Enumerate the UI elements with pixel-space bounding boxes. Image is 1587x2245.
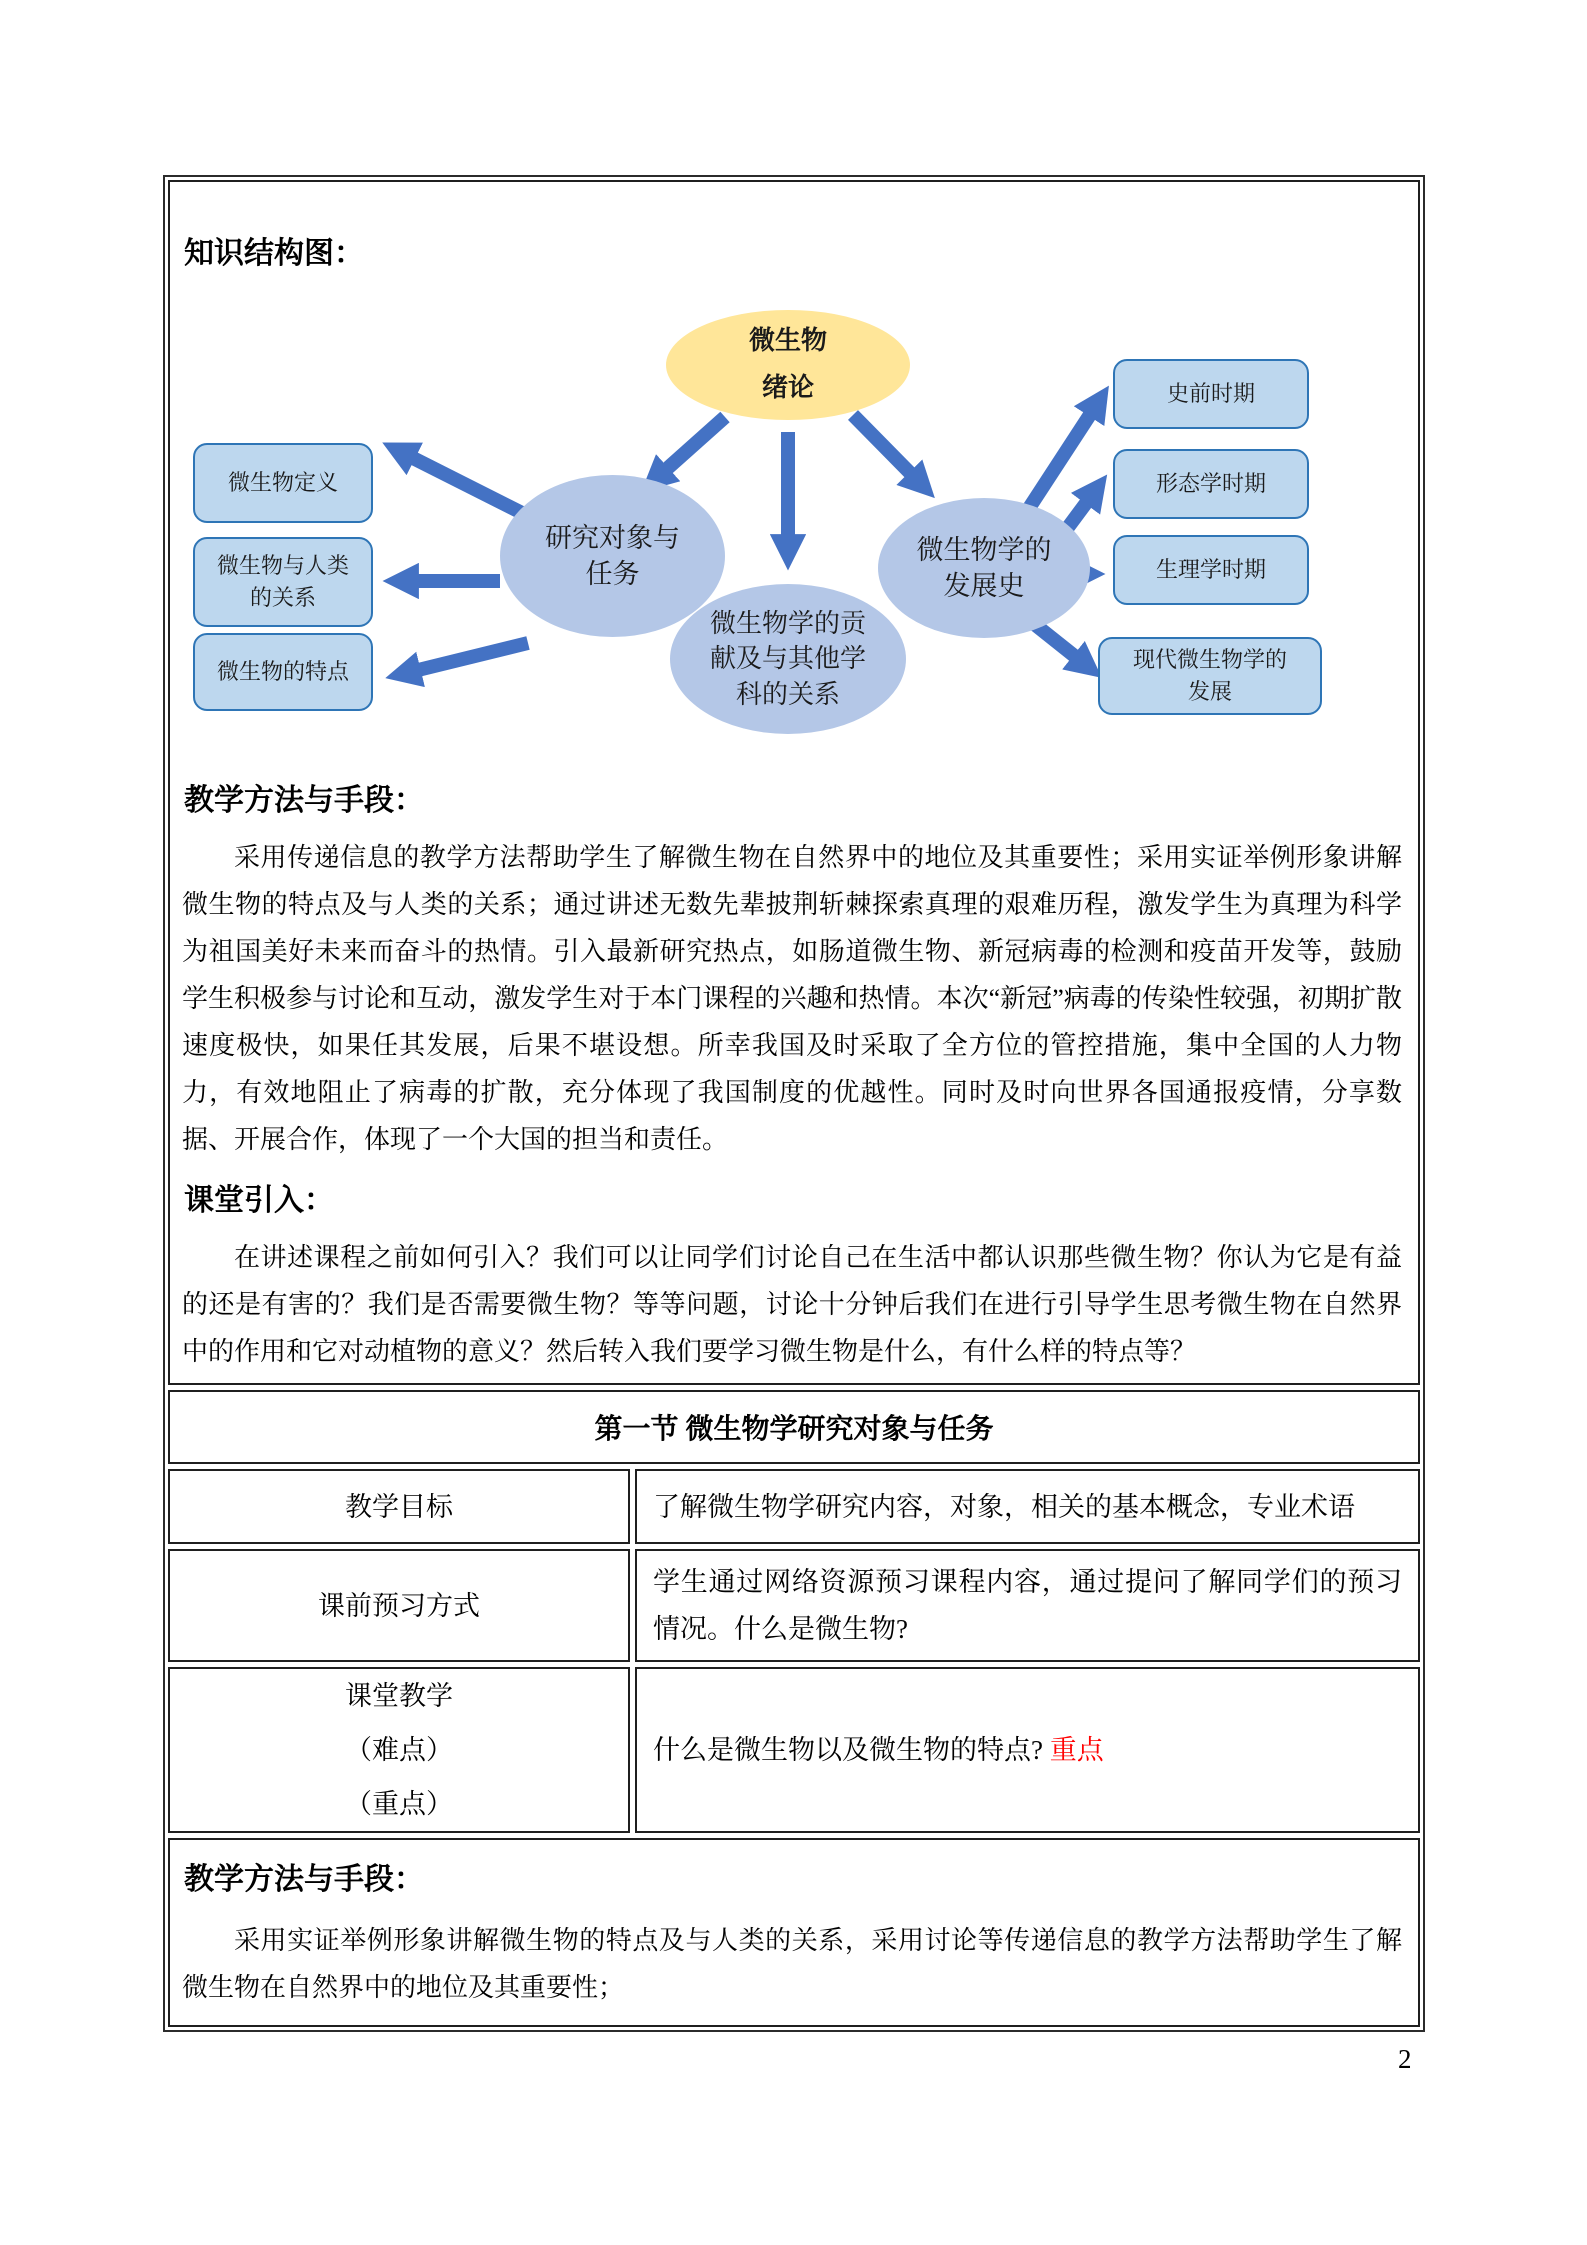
teaching-methods-paragraph: 采用传递信息的教学方法帮助学生了解微生物在自然界中的地位及其重要性；采用实证举例形象讲解微生物的特点及与人类的关系；通过讲述无数先辈披荆斩棘探索真理的艰难历程，激发学生为真理为科学为祖国美好未来而奋斗的热情。引入最新研究热点，如肠道微生物、新冠病毒的检测和疫苗开发等，鼓励学生积极参与讨论和互动，激发学生对于本门课程的兴趣和热情。本次“新冠”病毒的传染性较强，初期扩散速度极快，如果任其发展，后果不堪设想。所幸我国及时采取了全方位的管控措施，集中全国的人力物力，有效地阻止了病毒的扩散，充分体现了我国制度的优越性。同时及时向世界各国通报疫情，分享数据、开展合作，体现了一个大国的担当和责任。 bbox=[182, 843, 1402, 1155]
table-row bbox=[168, 1469, 1420, 1544]
box-modern-development: 现代微生物学的 发展 bbox=[1098, 637, 1322, 715]
table-row bbox=[168, 1667, 1420, 1833]
box-prehistoric-period: 史前时期 bbox=[1113, 359, 1309, 429]
node-history-of-microbiology: 微生物学的 发展史 bbox=[878, 498, 1090, 638]
section-teaching-methods-bottom bbox=[168, 1838, 1420, 2027]
arrow-root-to-research bbox=[660, 417, 725, 475]
node-research-object-task: 研究对象与 任务 bbox=[500, 475, 725, 637]
class-intro-heading: 课堂引入： bbox=[184, 1184, 334, 1218]
arrow-research-to-features bbox=[410, 643, 528, 672]
box-morphology-period: 形态学时期 bbox=[1113, 449, 1309, 519]
arrow-research-to-definition bbox=[405, 454, 530, 517]
box-physiology-period: 生理学时期 bbox=[1113, 535, 1309, 605]
page-number: 2 bbox=[1398, 2044, 1412, 2074]
row-content-teaching-goal: 了解微生物学研究内容，对象，相关的基本概念，专业术语 bbox=[635, 1469, 1420, 1544]
document-outer-frame bbox=[163, 175, 1425, 2032]
table-row bbox=[168, 1549, 1420, 1662]
box-microbe-human-relation: 微生物与人类 的关系 bbox=[193, 537, 373, 627]
teaching-methods-bottom-paragraph: 采用实证举例形象讲解微生物的特点及与人类的关系，采用讨论等传递信息的教学方法帮助学生了解微生物在自然界中的地位及其重要性； bbox=[182, 1926, 1402, 2003]
node-root-microbe-intro: 微生物 绪论 bbox=[666, 310, 910, 420]
teaching-methods-bottom-heading: 教学方法与手段： bbox=[184, 1863, 424, 1897]
row-label-preview-method: 课前预习方式 bbox=[168, 1549, 630, 1662]
node-contribution-relation: 微生物学的贡 献及与其他学 科的关系 bbox=[670, 584, 906, 734]
row-label-teaching-goal: 教学目标 bbox=[168, 1469, 630, 1544]
box-microbe-features: 微生物的特点 bbox=[193, 633, 373, 711]
section-overview bbox=[168, 180, 1420, 1385]
row-label-classroom-teaching: 课堂教学 （难点） （重点） bbox=[168, 1667, 630, 1833]
box-microbe-definition: 微生物定义 bbox=[193, 443, 373, 523]
class-intro-paragraph: 在讲述课程之前如何引入？我们可以让同学们讨论自己在生活中都认识那些微生物？你认为它是有益的还是有害的？我们是否需要微生物？等等问题，讨论十分钟后我们在进行引导学生思考微生物在自然界中的作用和它对动植物的意义？然后转入我们要学习微生物是什么，有什么样的特点等？ bbox=[182, 1243, 1402, 1367]
section-title-row bbox=[168, 1390, 1420, 1464]
knowledge-structure-diagram bbox=[180, 287, 1404, 759]
teaching-methods-heading: 教学方法与手段： bbox=[184, 784, 424, 817]
highlight-keypoint: 重点 bbox=[1049, 1735, 1104, 1766]
row-content-classroom-teaching: 什么是微生物以及微生物的特点? 重点 bbox=[635, 1667, 1420, 1833]
knowledge-map-heading: 知识结构图： bbox=[184, 237, 364, 270]
arrow-root-to-history bbox=[853, 415, 917, 480]
row-content-preview-method: 学生通过网络资源预习课程内容，通过提问了解同学们的预习情况。什么是微生物? bbox=[635, 1549, 1420, 1662]
section-title: 第一节 微生物学研究对象与任务 bbox=[594, 1414, 994, 1446]
